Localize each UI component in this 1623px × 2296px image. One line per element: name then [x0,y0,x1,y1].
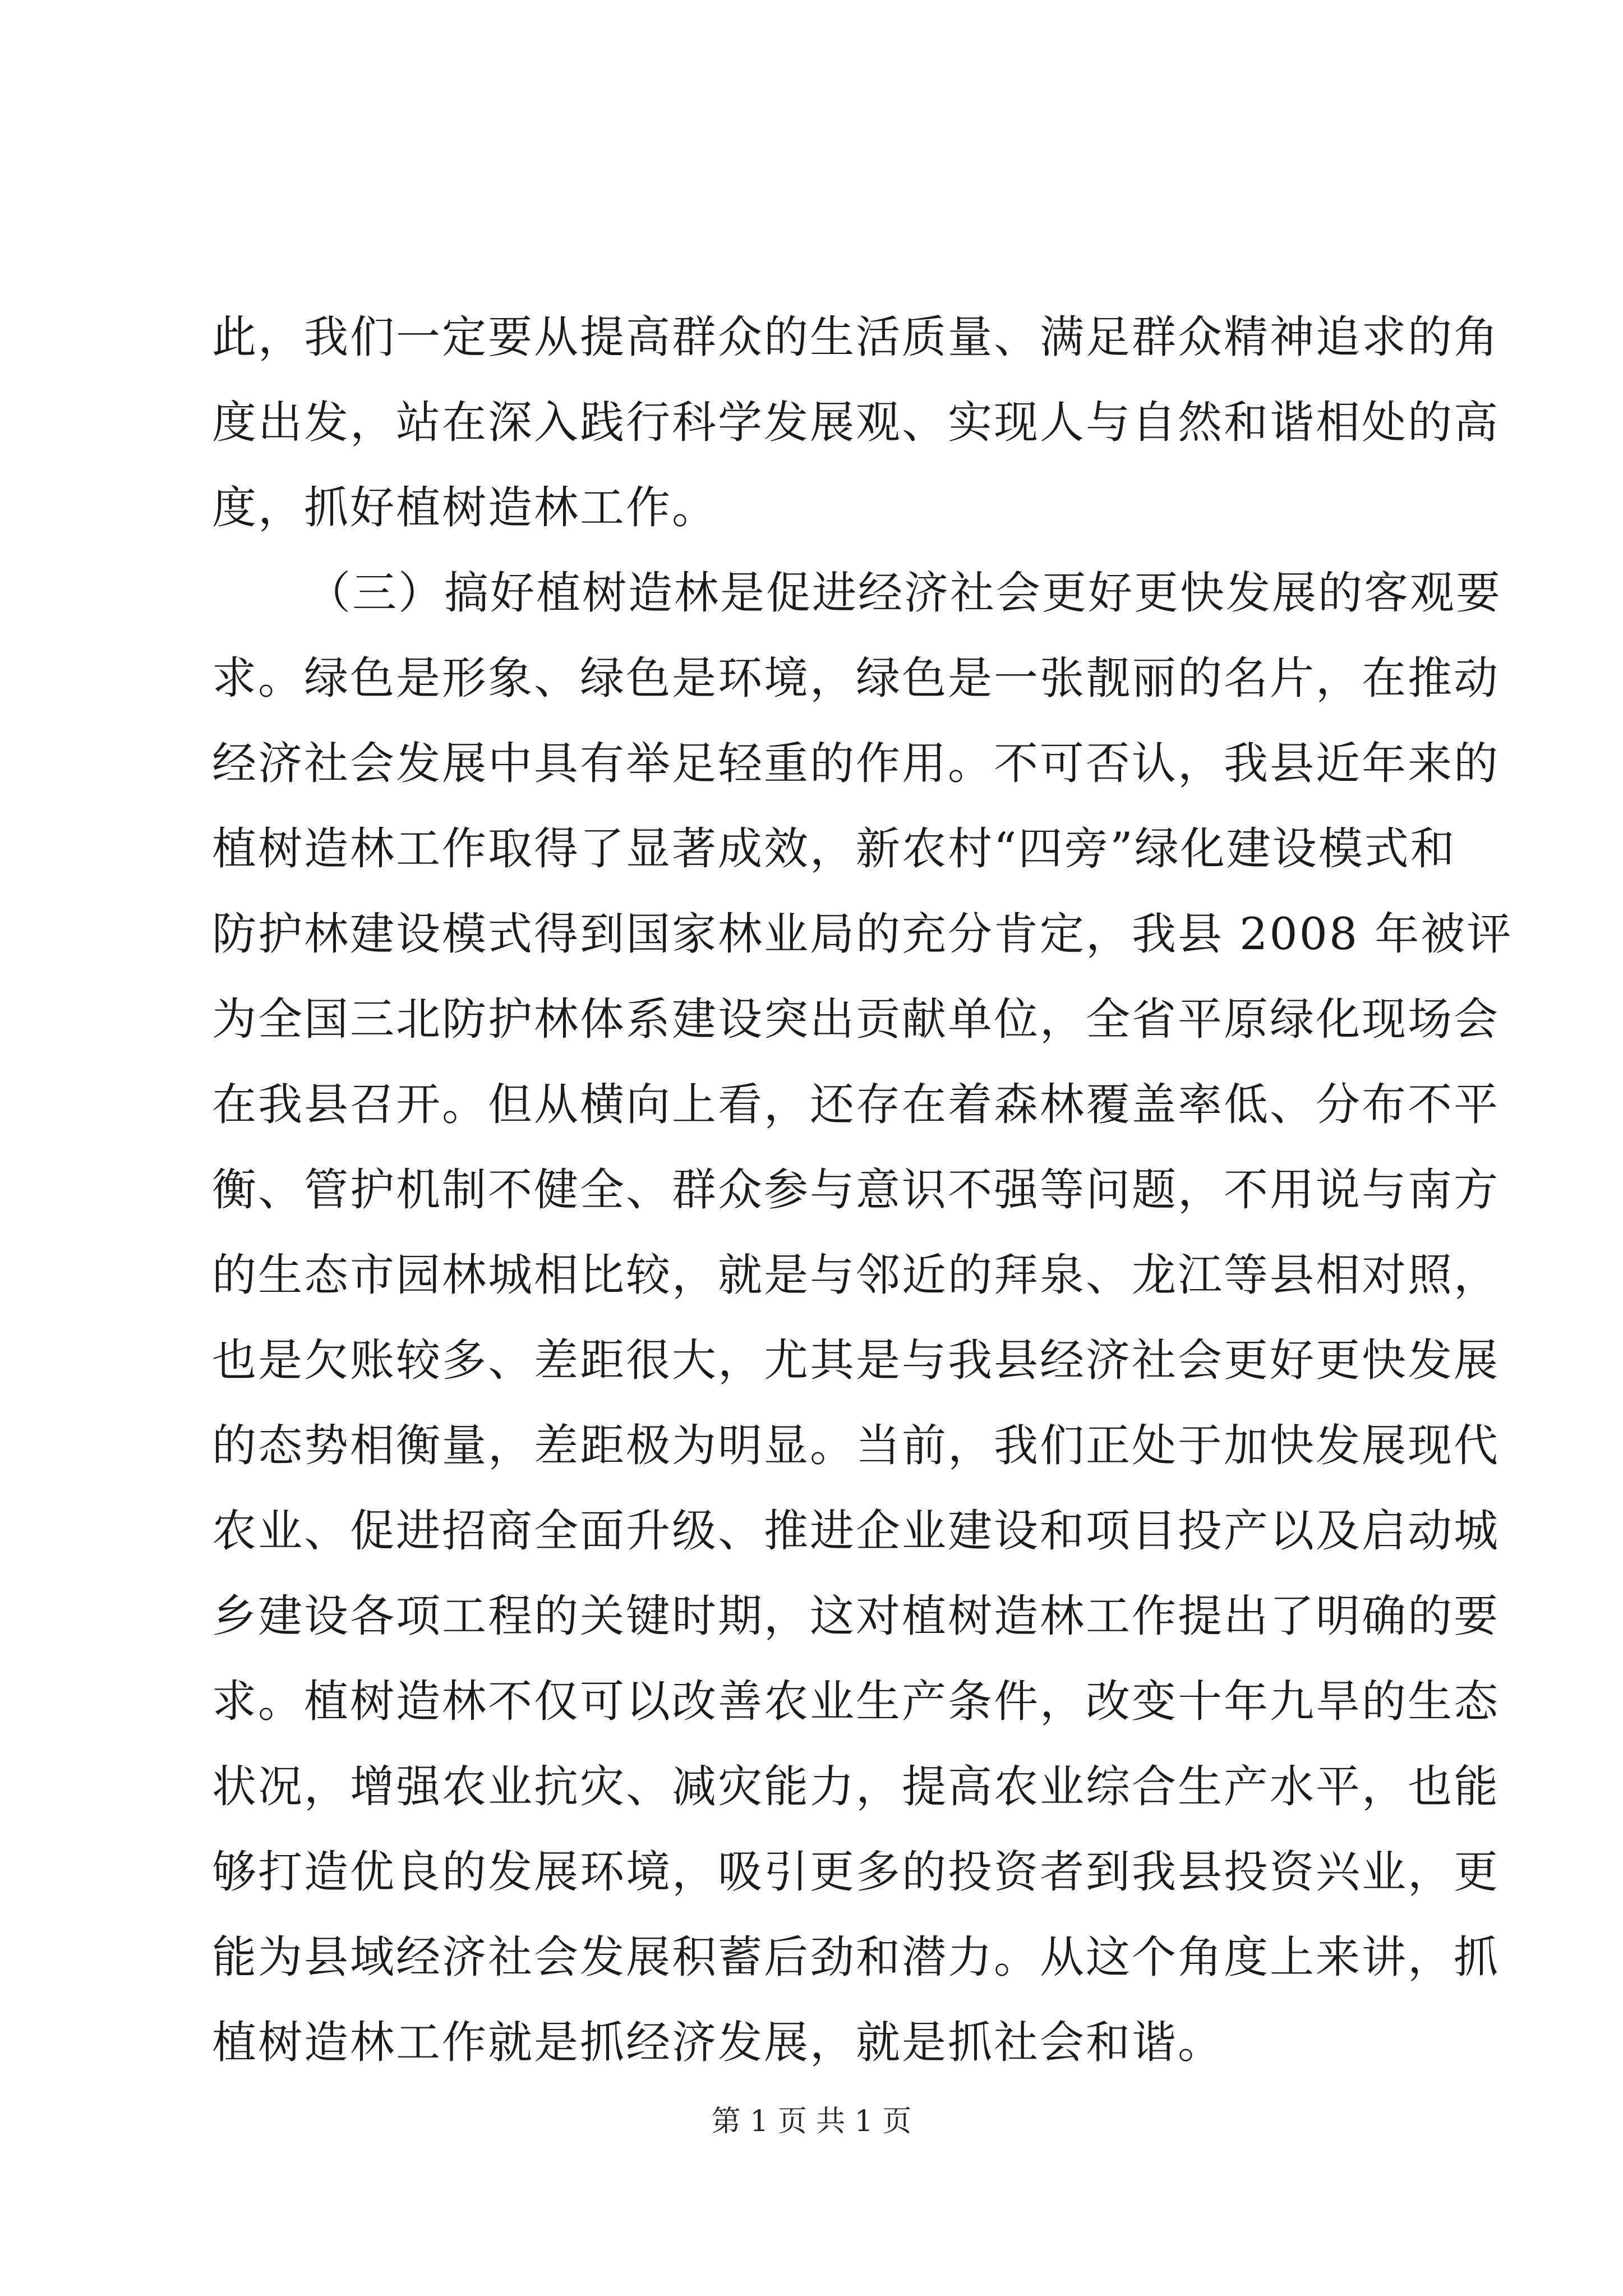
paragraph-2-line-7: 在我县召开。但从横向上看，还存在着森林覆盖率低、分布不平 [212,1079,1500,1130]
paragraph-2-line-11: 的态势相衡量，差距极为明显。当前，我们正处于加快发展现代 [212,1420,1500,1471]
paragraph-2-line-1: （三）搞好植树造林是促进经济社会更好更快发展的客观要 [306,567,1502,619]
paragraph-2-line-2: 求。绿色是形象、绿色是环境，绿色是一张靓丽的名片，在推动 [212,652,1500,704]
paragraph-2-line-10: 也是欠账较多、差距很大，尤其是与我县经济社会更好更快发展 [212,1335,1500,1386]
paragraph-2 [212,550,1513,2085]
document-body [212,295,1513,2085]
paragraph-2-line-14: 求。植树造林不仅可以改善农业生产条件，改变十年九旱的生态 [212,1676,1500,1727]
paragraph-1-line-2: 度出发，站在深入践行科学发展观、实现人与自然和谐相处的高 [212,397,1500,448]
paragraph-2-line-5: 防护林建设模式得到国家林业局的充分肯定，我县 2008 年被评 [212,908,1513,960]
paragraph-2-line-9: 的生态市园林城相比较，就是与邻近的拜泉、龙江等县相对照， [212,1249,1500,1301]
paragraph-2-line-8: 衡、管护机制不健全、群众参与意识不强等问题，不用说与南方 [212,1164,1500,1216]
paragraph-2-line-15: 状况，增强农业抗灾、减灾能力，提高农业综合生产水平，也能 [212,1761,1500,1812]
paragraph-2-line-17: 能为县域经济社会发展积蓄后劲和潜力。从这个角度上来讲，抓 [212,1931,1500,1983]
page-number-label: 第 1 页 共 1 页 [711,2105,912,2138]
paragraph-2-line-16: 够打造优良的发展环境，吸引更多的投资者到我县投资兴业，更 [212,1846,1500,1898]
paragraph-2-line-4: 植树造林工作取得了显著成效，新农村“四旁”绿化建设模式和 [212,823,1456,875]
page-footer [0,2102,1623,2141]
paragraph-2-line-18: 植树造林工作就是抓经济发展，就是抓社会和谐。 [212,2017,1224,2068]
paragraph-1-line-3: 度，抓好植树造林工作。 [212,482,718,533]
paragraph-2-line-13: 乡建设各项工程的关键时期，这对植树造林工作提出了明确的要 [212,1590,1500,1642]
paragraph-2-line-12: 农业、促进招商全面升级、推进企业建设和项目投产以及启动城 [212,1505,1500,1557]
paragraph-2-line-6: 为全国三北防护林体系建设突出贡献单位，全省平原绿化现场会 [212,993,1500,1045]
paragraph-2-line-3: 经济社会发展中具有举足轻重的作用。不可否认，我县近年来的 [212,738,1500,789]
paragraph-1-line-1: 此，我们一定要从提高群众的生活质量、满足群众精神追求的角 [212,311,1500,363]
paragraph-1 [212,295,1500,550]
